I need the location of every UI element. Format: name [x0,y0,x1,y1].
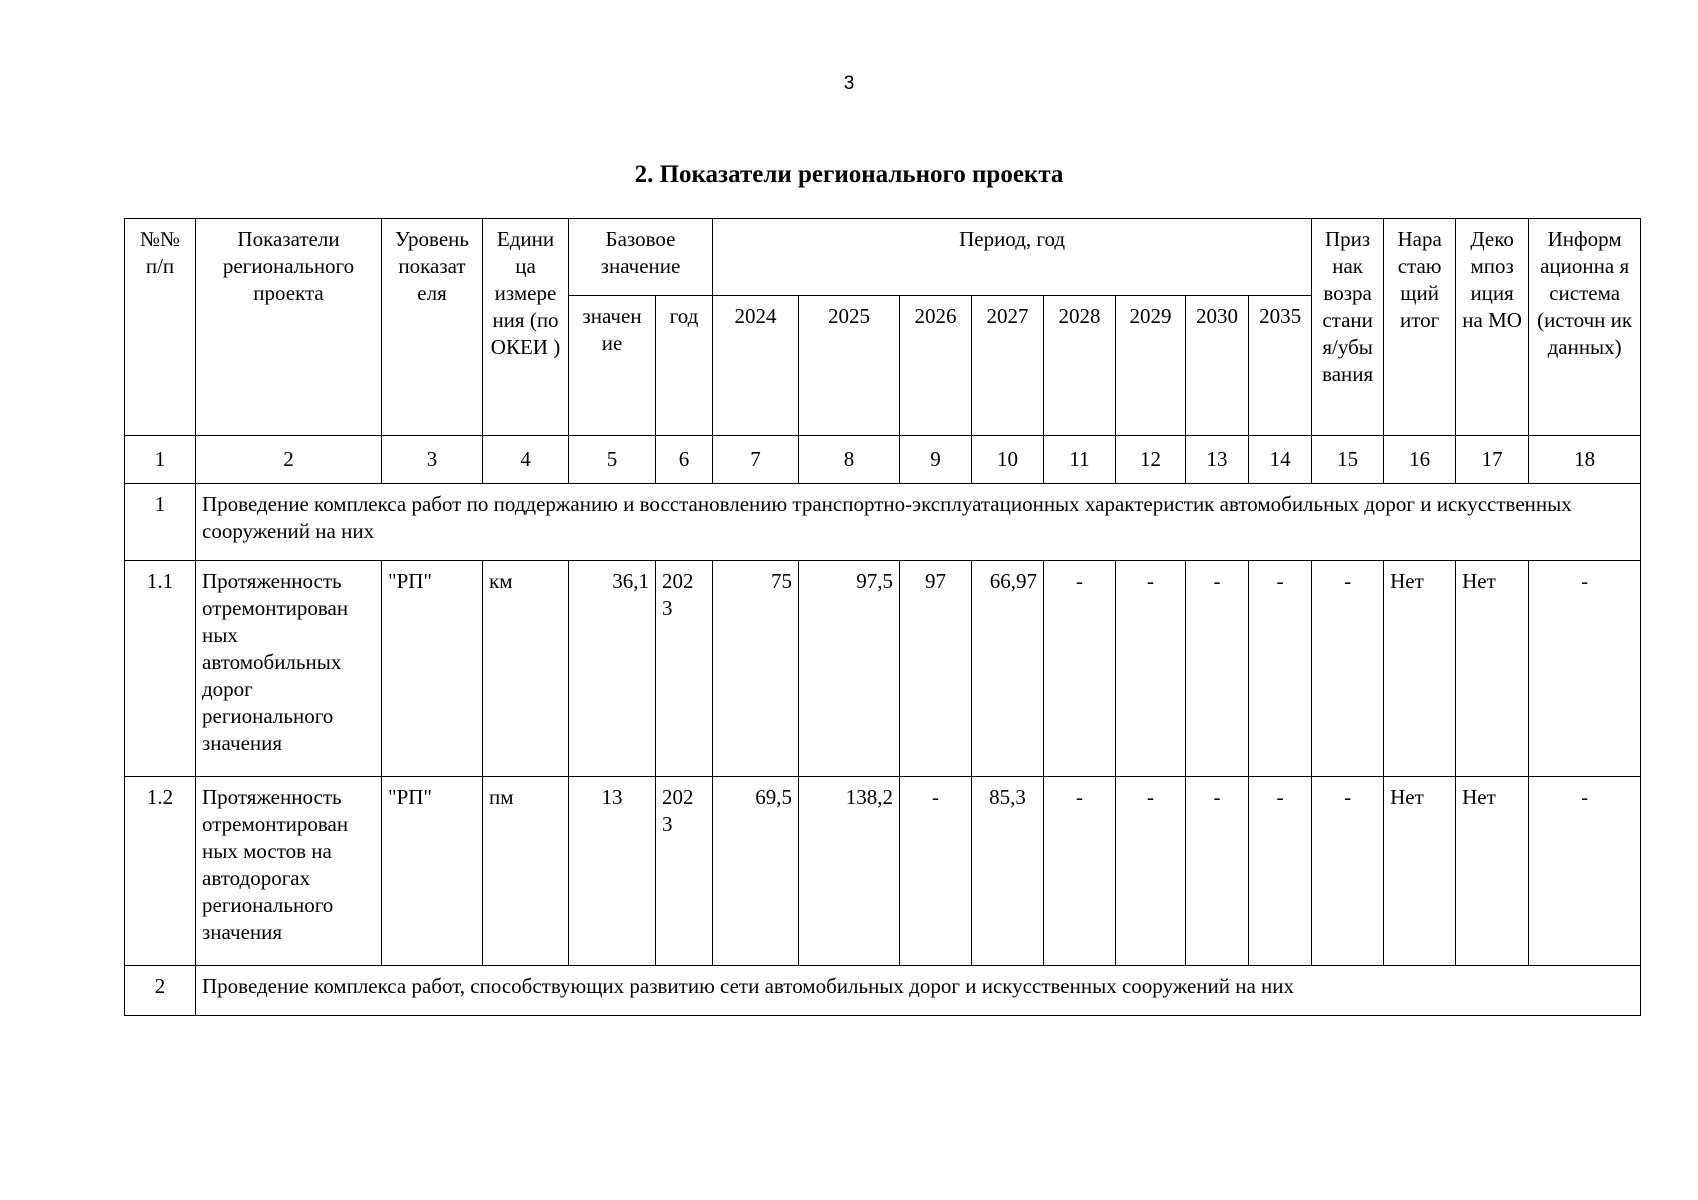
table-row [125,561,1641,777]
cumulative-total: Нет [1384,561,1456,777]
document-title: 2. Показатели регионального проекта [634,161,1064,188]
page-number: 3 [843,73,855,94]
header-indicator: Показатели регионального проекта [196,219,382,436]
column-number: 1 [125,436,196,484]
column-number: 3 [382,436,483,484]
indicator-name: Протяженность отремонтирован ных мостов на автодорогах регионального значения [196,777,382,966]
column-number: 18 [1529,436,1641,484]
info-system: - [1529,561,1641,777]
header-year: 2028 [1044,296,1116,436]
header-base-year: год [656,296,713,436]
year-value: 69,5 [713,777,799,966]
header-row-top [125,219,1641,296]
base-value: 36,1 [569,561,656,777]
year-value: - [1044,777,1116,966]
column-number: 8 [799,436,900,484]
indicator-unit: пм [483,777,569,966]
section-title: Проведение комплекса работ по поддержанию и восстановлению транспортно-эксплуатационных характеристик автомобильных дорог и искусственных сооружений на них [196,484,1641,561]
header-year: 2027 [972,296,1044,436]
year-value: - [1044,561,1116,777]
section-number: 2 [125,966,196,1016]
cumulative-total: Нет [1384,777,1456,966]
year-value: - [1116,777,1186,966]
column-number: 10 [972,436,1044,484]
decomposition: Нет [1456,561,1529,777]
base-year: 202 3 [656,561,713,777]
year-value: 97,5 [799,561,900,777]
column-number: 9 [900,436,972,484]
growth-sign: - [1312,777,1384,966]
column-number: 13 [1186,436,1249,484]
header-year: 2024 [713,296,799,436]
header-level: Уровень показат еля [382,219,483,436]
row-number: 1.1 [125,561,196,777]
year-value: 75 [713,561,799,777]
decomposition: Нет [1456,777,1529,966]
year-value: - [1116,561,1186,777]
section-number: 1 [125,484,196,561]
base-year: 202 3 [656,777,713,966]
indicator-name: Протяженность отремонтирован ных автомобильных дорог регионального значения [196,561,382,777]
column-number: 12 [1116,436,1186,484]
header-year: 2025 [799,296,900,436]
section-row [125,966,1641,1016]
column-number: 4 [483,436,569,484]
year-value: 85,3 [972,777,1044,966]
year-value: - [1249,561,1312,777]
year-value: - [1186,777,1249,966]
column-number: 14 [1249,436,1312,484]
table-row [125,777,1641,966]
base-value: 13 [569,777,656,966]
column-number: 17 [1456,436,1529,484]
header-num: №№ п/п [125,219,196,436]
section-title: Проведение комплекса работ, способствующих развитию сети автомобильных дорог и искусственных сооружений на них [196,966,1641,1016]
header-cumulative: Нара стаю щий итог [1384,219,1456,436]
column-number: 11 [1044,436,1116,484]
info-system: - [1529,777,1641,966]
column-number: 7 [713,436,799,484]
year-value: - [1186,561,1249,777]
year-value: - [900,777,972,966]
header-growth: Приз нак возра стани я/убы вания [1312,219,1384,436]
row-number: 1.2 [125,777,196,966]
header-base: Базовое значение [569,219,713,296]
section-row [125,484,1641,561]
column-number: 15 [1312,436,1384,484]
year-value: 66,97 [972,561,1044,777]
growth-sign: - [1312,561,1384,777]
header-year: 2026 [900,296,972,436]
year-value: 97 [900,561,972,777]
column-numbers-row [125,436,1641,484]
header-year: 2035 [1249,296,1312,436]
column-number: 6 [656,436,713,484]
header-decomposition: Деко мпоз иция на МО [1456,219,1529,436]
indicators-table [124,218,1641,1016]
header-year: 2029 [1116,296,1186,436]
column-number: 16 [1384,436,1456,484]
header-year: 2030 [1186,296,1249,436]
header-period: Период, год [713,219,1312,296]
year-value: - [1249,777,1312,966]
indicator-unit: км [483,561,569,777]
header-base-value: значен ие [569,296,656,436]
year-value: 138,2 [799,777,900,966]
column-number: 2 [196,436,382,484]
indicator-level: "РП" [382,561,483,777]
header-info-system: Информ ационна я система (источн ик данных) [1529,219,1641,436]
indicator-level: "РП" [382,777,483,966]
column-number: 5 [569,436,656,484]
header-unit: Едини ца измере ния (по ОКЕИ ) [483,219,569,436]
